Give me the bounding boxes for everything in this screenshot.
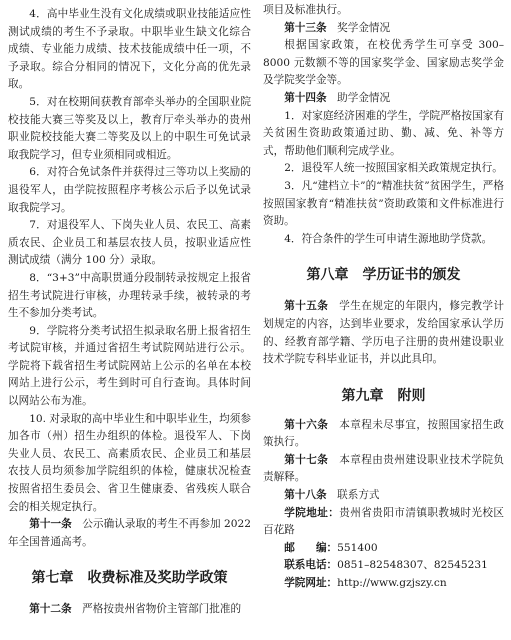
rule-item-7: 7．对退役军人、下岗失业人员、农民工、高素质农民、企业员工和基层农技人员，按职业适应性测试成绩（满分 100 分）录取。 <box>8 219 251 267</box>
article-14-item-4: 4．符合条件的学生可申请生源地助学贷款。 <box>284 232 493 245</box>
phone-label: 联系电话： <box>284 559 338 572</box>
article-15 <box>263 298 504 368</box>
rule-item-9: 9．学院将分类考试招生拟录取名册上报省招生考试院审核，并通过省招生考试院网站进行公示。学院将下载省招生考试院网站上公示的名单在本校网站上进行公示，考生到时可自行查询。具体时间以网站公布为准。 <box>8 324 251 408</box>
rule-item-5: 5．对在校期间获教育部牵头举办的全国职业院校技能大赛三等奖及以上，教育厅牵头举办的贵州职业院校技能大赛二等奖及以上的中职生可免试录取我院学习，但专业须相同或相近。 <box>8 95 251 161</box>
article-11-label: 第十一条 <box>29 518 72 531</box>
chapter-9-heading: 第九章 附则 <box>341 387 426 404</box>
chapter-8-heading: 第八章 学历证书的颁发 <box>306 267 461 284</box>
article-14-item-1: 1．对家庭经济困难的学生，学院严格按国家有关贫困生资助政策通过助、勤、减、免、补等方式，帮助他们顺利完成学业。 <box>263 109 504 157</box>
postcode-label: 邮 编： <box>284 541 338 554</box>
article-13-label: 第十三条 <box>284 21 327 34</box>
right-column <box>263 0 504 593</box>
contact-address <box>263 505 504 540</box>
article-17-text: 本章程由贵州建设职业技术学院负责解释。 <box>263 453 505 484</box>
left-column <box>8 0 251 619</box>
article-12 <box>8 601 251 619</box>
article-13-heading <box>263 20 504 38</box>
article-14-label: 第十四条 <box>284 91 327 104</box>
address-value: 贵州省贵阳市清镇职教城时光校区百花路 <box>263 506 505 537</box>
article-15-text: 学生在规定的年限内，修完教学计划规定的内容，达到毕业要求，发给国家承认学历的、经教育部学籍、学历电子注册的贵州建设职业技术学院专科毕业证书，并以此具印。 <box>263 300 505 366</box>
article-14-heading <box>263 90 504 108</box>
article-16-text: 本章程未尽事宜，按照国家招生政策执行。 <box>263 418 505 449</box>
address-label: 学院地址： <box>284 506 340 519</box>
article-14-item-2: 2．退役军人统一按照国家相关政策规定执行。 <box>284 162 503 175</box>
article-18-label: 第十八条 <box>284 489 327 502</box>
chapter-7-heading: 第七章 收费标准及奖助学政策 <box>31 570 228 587</box>
contact-website <box>263 575 504 593</box>
rule-item-10: 10. 对录取的高中毕业生和中职毕业生，均须参加各市（州）招生办组织的体检。退役军人、下岗失业人员、农民工、高素质农民、企业员工和基层农技人员均须参加学院组织的体检，健康状况检查按照省招生委员会、省卫生健康委、省残疾人联合会的相关规定执行。 <box>8 412 251 513</box>
article-12-continued: 项目及标准执行。 <box>263 4 348 16</box>
article-18-text: 联系方式 <box>337 489 380 502</box>
article-12-label: 第十二条 <box>29 603 72 616</box>
article-15-label: 第十五条 <box>284 300 329 313</box>
postcode-value: 551400 <box>337 541 378 554</box>
article-11-text: 公示确认录取的考生不再参加 2022 年全国普通高考。 <box>8 518 252 548</box>
contact-postcode <box>263 540 504 558</box>
article-14-head: 助学金情况 <box>337 91 391 104</box>
website-label: 学院网址： <box>284 577 338 590</box>
article-17-label: 第十七条 <box>284 453 329 466</box>
rule-item-8: 8．“3+3”中高职贯通分段制转录按规定上报省招生考试院进行审核，办理转录手续，被转录的考生不参加分类考试。 <box>8 271 251 320</box>
article-17 <box>263 452 504 487</box>
phone-value: 0851–82548307、82545231 <box>337 559 488 572</box>
article-16 <box>263 417 504 452</box>
article-12-text: 严格按贵州省物价主管部门批准的 <box>82 603 242 616</box>
article-13-head: 奖学金情况 <box>337 21 391 34</box>
article-13-text: 根据国家政策，在校优秀学生可享受 300–8000 元数额不等的国家奖学金、国家励志奖学金及学院奖学金等。 <box>263 39 504 87</box>
article-18 <box>263 487 504 505</box>
article-14-item-3: 3．凡“建档立卡”的“精准扶贫”贫困学生，严格按照国家教育“精准扶贫”资助政策和文件标准进行资助。 <box>263 179 504 228</box>
article-16-label: 第十六条 <box>284 418 329 431</box>
rule-item-4: 4．高中毕业生没有文化成绩或职业技能适应性测试成绩的考生不予录取。中职毕业生缺文化综合成绩、专业能力成绩、技术技能成绩中任一项，不予录取。综合分相同的情况下，文化分高的优先录取。 <box>8 8 251 91</box>
article-11 <box>8 516 251 551</box>
rule-item-6: 6．对符合免试条件并获得过三等功以上奖励的退役军人，由学院按照程序考核公示后予以免试录取我院学习。 <box>8 166 251 214</box>
contact-phone <box>263 557 504 575</box>
website-link[interactable]: http://www.gzjszy.cn <box>337 577 447 590</box>
